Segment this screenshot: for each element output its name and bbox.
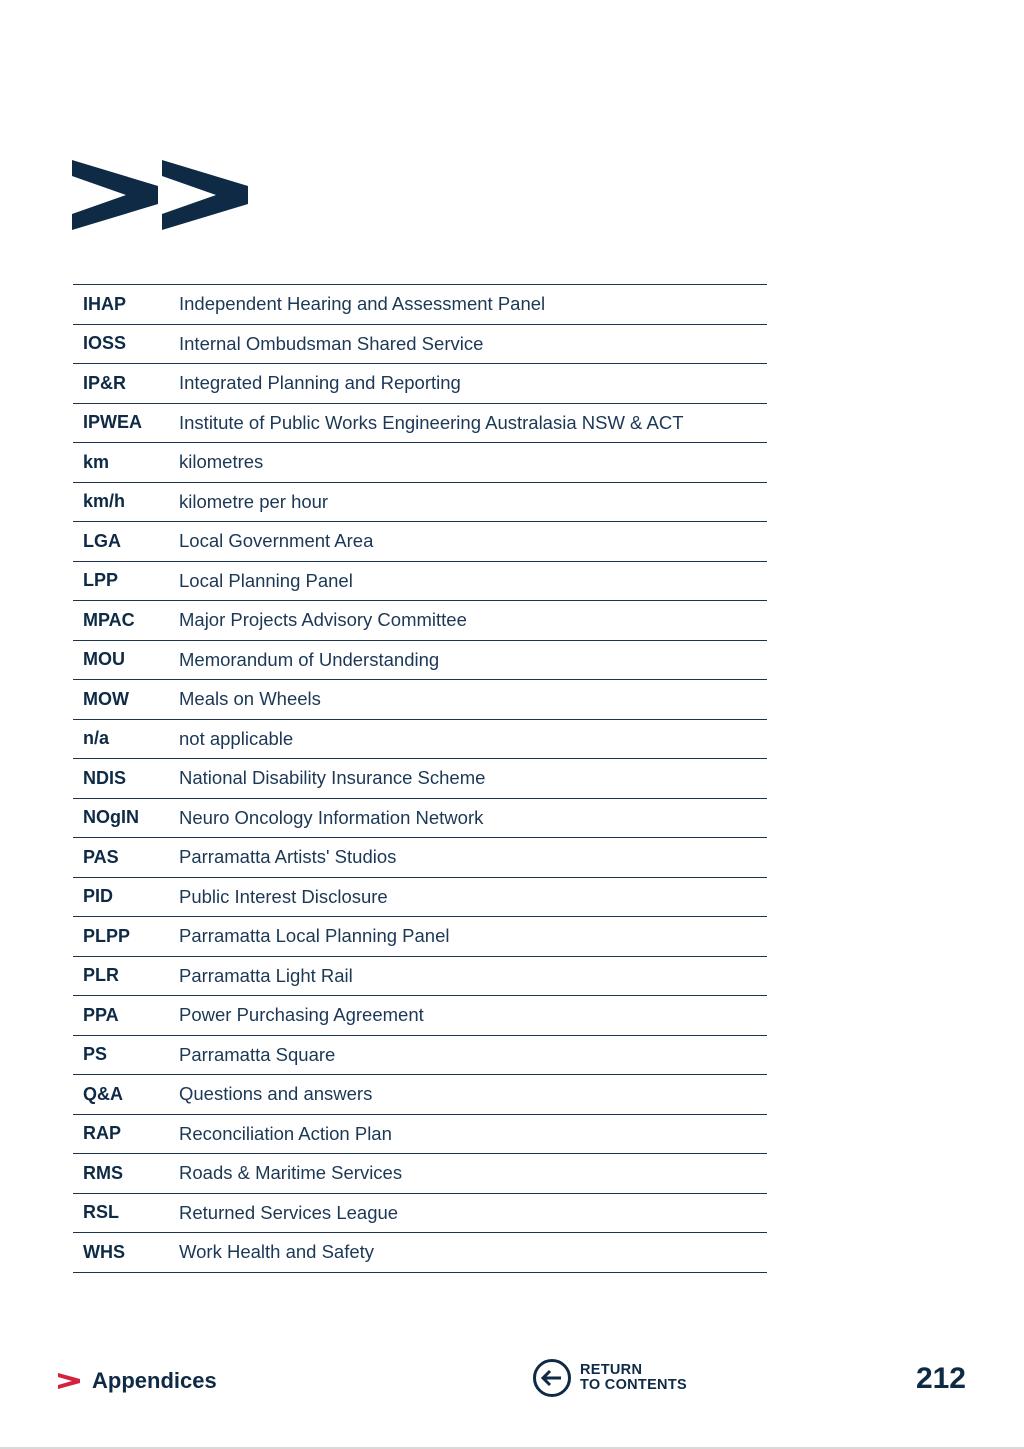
glossary-definition: kilometre per hour <box>179 490 329 512</box>
glossary-abbreviation: MOU <box>83 649 125 670</box>
glossary-abbreviation: MPAC <box>83 609 135 630</box>
glossary-definition: Parramatta Square <box>179 1043 336 1065</box>
glossary-definition: Public Interest Disclosure <box>179 885 388 907</box>
glossary-row <box>73 759 767 799</box>
glossary-abbreviation: LGA <box>83 530 121 551</box>
glossary-definition: Institute of Public Works Engineering Australasia NSW & ACT <box>179 411 684 433</box>
glossary-abbreviation: PAS <box>83 846 119 867</box>
glossary-row <box>73 1154 767 1194</box>
double-chevron-right-icon <box>72 160 248 230</box>
glossary-abbreviation: PPA <box>83 1004 119 1025</box>
glossary-definition: Local Planning Panel <box>179 569 353 591</box>
glossary-definition: Neuro Oncology Information Network <box>179 806 484 828</box>
glossary-row <box>73 878 767 918</box>
glossary-row <box>73 364 767 404</box>
glossary-row <box>73 1115 767 1155</box>
glossary-abbreviation: PLR <box>83 965 119 986</box>
glossary-abbreviation: n/a <box>83 728 110 749</box>
glossary-abbreviation: RAP <box>83 1123 122 1144</box>
glossary-abbreviation: NDIS <box>83 767 127 788</box>
glossary-abbreviation: km/h <box>83 491 126 512</box>
glossary-definition: Reconciliation Action Plan <box>179 1122 392 1144</box>
glossary-abbreviation: RMS <box>83 1162 123 1183</box>
glossary-definition: Parramatta Artists' Studios <box>179 846 397 868</box>
glossary-row <box>73 1194 767 1234</box>
glossary-row <box>73 680 767 720</box>
chevron-right-icon <box>58 1371 82 1391</box>
glossary-row <box>73 917 767 957</box>
glossary-definition: Memorandum of Understanding <box>179 648 440 670</box>
glossary-definition: Parramatta Light Rail <box>179 964 353 986</box>
glossary-definition: Questions and answers <box>179 1083 373 1105</box>
glossary-definition: National Disability Insurance Scheme <box>179 767 486 789</box>
glossary-definition: Independent Hearing and Assessment Panel <box>179 293 546 315</box>
glossary-row <box>73 562 767 602</box>
glossary-definition: Major Projects Advisory Committee <box>179 609 467 631</box>
glossary-definition: Roads & Maritime Services <box>179 1162 403 1184</box>
circle-arrow-left-icon <box>532 1358 572 1398</box>
glossary-row <box>73 957 767 997</box>
glossary-row <box>73 601 767 641</box>
glossary-row <box>73 404 767 444</box>
glossary-definition: Local Government Area <box>179 530 374 552</box>
glossary-row <box>73 325 767 365</box>
glossary-abbreviation: LPP <box>83 570 119 591</box>
glossary-row <box>73 443 767 483</box>
glossary-abbreviation: Q&A <box>83 1083 123 1104</box>
glossary-abbreviation: MOW <box>83 688 129 709</box>
glossary-row <box>73 838 767 878</box>
glossary-row <box>73 641 767 681</box>
glossary-abbreviation: RSL <box>83 1202 119 1223</box>
glossary-definition: Returned Services League <box>179 1201 399 1223</box>
glossary-abbreviation: km <box>83 451 110 472</box>
footer-section-link[interactable] <box>58 1368 217 1394</box>
glossary-table <box>73 284 767 1273</box>
glossary-row <box>73 1036 767 1076</box>
glossary-definition: not applicable <box>179 727 294 749</box>
glossary-abbreviation: IPWEA <box>83 412 143 433</box>
return-to-contents-button[interactable] <box>532 1358 687 1398</box>
glossary-abbreviation: WHS <box>83 1241 125 1262</box>
glossary-row <box>73 996 767 1036</box>
glossary-definition: Power Purchasing Agreement <box>179 1004 424 1026</box>
glossary-row <box>73 720 767 760</box>
glossary-definition: Meals on Wheels <box>179 688 321 710</box>
glossary-row <box>73 483 767 523</box>
glossary-abbreviation: PID <box>83 886 114 907</box>
glossary-definition: Parramatta Local Planning Panel <box>179 925 450 947</box>
section-label: Appendices <box>92 1368 217 1393</box>
glossary-abbreviation: IP&R <box>83 372 127 393</box>
return-label-line2: TO CONTENTS <box>580 1377 687 1393</box>
glossary-row <box>73 1233 767 1273</box>
glossary-row <box>73 522 767 562</box>
glossary-definition: Work Health and Safety <box>179 1241 375 1263</box>
glossary-abbreviation: PLPP <box>83 925 131 946</box>
glossary-row <box>73 285 767 325</box>
glossary-abbreviation: PS <box>83 1044 108 1065</box>
glossary-definition: Integrated Planning and Reporting <box>179 372 461 394</box>
glossary-row <box>73 799 767 839</box>
return-label-line1: RETURN <box>580 1362 643 1378</box>
glossary-definition: kilometres <box>179 451 264 473</box>
page-number: 212 <box>915 1362 966 1395</box>
glossary-definition: Internal Ombudsman Shared Service <box>179 332 484 354</box>
glossary-abbreviation: IHAP <box>83 293 127 314</box>
glossary-abbreviation: NOgIN <box>83 807 139 828</box>
glossary-row <box>73 1075 767 1115</box>
glossary-abbreviation: IOSS <box>83 333 127 354</box>
